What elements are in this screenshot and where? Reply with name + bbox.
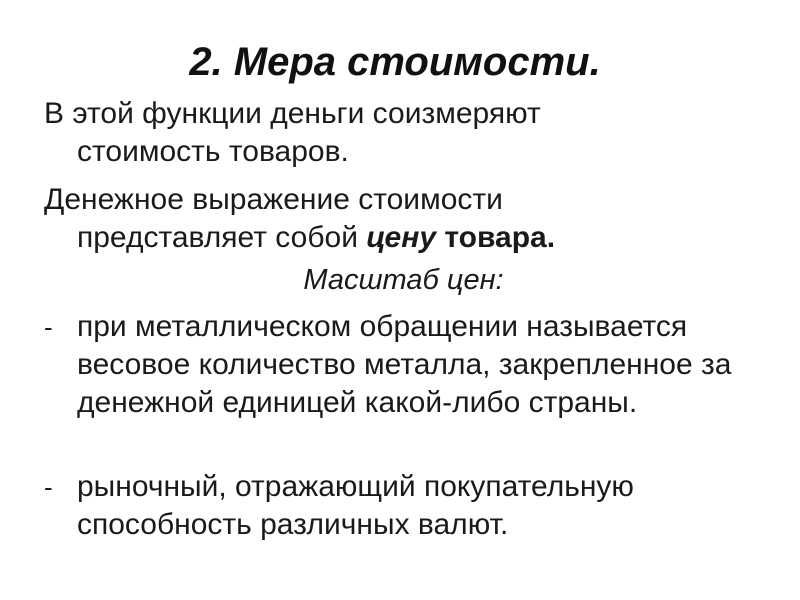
subtitle-price-scale	[0, 262, 800, 298]
list-item	[44, 308, 764, 422]
paragraph-line: стоимость товаров.	[77, 135, 349, 168]
paragraph-price-definition	[44, 181, 764, 257]
emphasis-price: цену	[366, 221, 437, 254]
bullet-marker: -	[44, 312, 53, 342]
bullet-text: при металлическом обращении называется весовое количество металла, закрепленное за денежной единицей какой-либо страны.	[77, 310, 732, 419]
paragraph-line-emphasis	[44, 219, 764, 257]
paragraph-money-measure	[44, 95, 764, 171]
emphasis-goods: товара.	[444, 221, 556, 254]
paragraph-line: В этой функции деньги соизмеряют	[44, 97, 541, 130]
paragraph-line: Денежное выражение стоимости	[44, 183, 503, 216]
list-item	[44, 468, 764, 544]
subtitle-text: Масштаб цен:	[303, 264, 504, 296]
slide-title: 2. Мера стоимости.	[189, 40, 601, 84]
paragraph-text: представляет собой	[77, 221, 367, 254]
bullet-text: рыночный, отражающий покупательную способность различных валют.	[77, 470, 634, 541]
bullet-marker: -	[44, 472, 53, 502]
